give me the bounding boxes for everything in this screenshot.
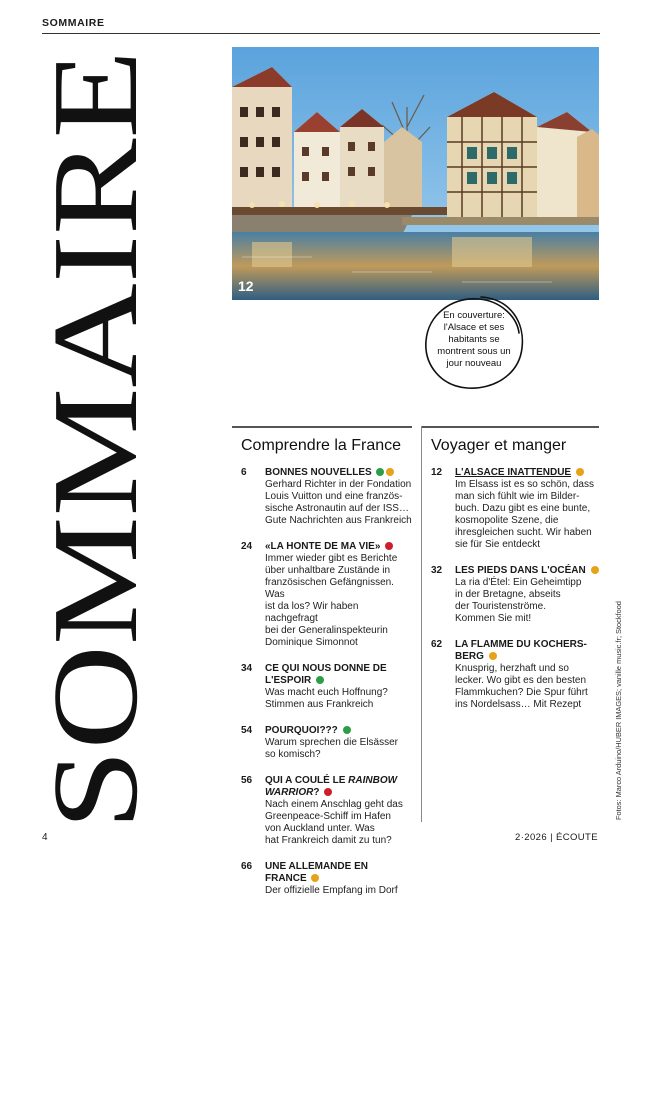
- entry-title: [265, 725, 412, 737]
- toc-entry[interactable]: [232, 725, 412, 761]
- entry-title-italic: RAINBOW: [348, 775, 398, 786]
- entry-title: [265, 861, 412, 885]
- entry-line: Knusprig, herzhaft und so: [455, 663, 569, 674]
- entry-description: [265, 553, 412, 649]
- entry-line: buch. Dazu gibt es eine bunte,: [455, 503, 591, 514]
- entry-line: Stimmen aus Frankreich: [265, 699, 374, 710]
- entry-page-number: 6: [241, 467, 247, 478]
- cover-note-line: En couverture:: [443, 310, 505, 321]
- red-dot-icon: [385, 542, 393, 550]
- entry-description: [265, 687, 412, 711]
- entry-title-text: QUI A COULÉ LE: [265, 775, 349, 786]
- entry-title: [455, 565, 599, 577]
- entry-line: Flammkuchen? Die Spur führt: [455, 687, 588, 698]
- big-title-svg: [28, 50, 163, 830]
- orange-dot-icon: [576, 468, 584, 476]
- entry-title-text: POURQUOI???: [265, 725, 338, 736]
- right-column: [422, 426, 599, 725]
- entry-title-text: BONNES NOUVELLES: [265, 467, 372, 478]
- entry-line: lecker. Wo gibt es den besten: [455, 675, 587, 686]
- entry-line: so komisch?: [265, 749, 321, 760]
- entry-line: französischen Gefängnissen. Was: [265, 577, 394, 600]
- right-column-title: Voyager et manger: [431, 437, 567, 454]
- left-column-rule: [232, 426, 412, 428]
- entry-title: [265, 775, 412, 799]
- section-label: SOMMAIRE: [42, 17, 105, 29]
- header-rule: [42, 33, 600, 34]
- entry-title-text: ?: [313, 787, 320, 798]
- entry-line: Gute Nachrichten aus Frankreich: [265, 515, 412, 526]
- green-dot-icon: [376, 468, 384, 476]
- left-column: [232, 426, 412, 911]
- entry-description: [265, 885, 412, 897]
- orange-dot-icon: [591, 566, 599, 574]
- entry-page-number: 32: [431, 565, 443, 576]
- entry-line: Was macht euch Hoffnung?: [265, 687, 388, 698]
- entry-line: ins Nordelsass… Mit Rezept: [455, 699, 582, 710]
- entry-title-text: L'ALSACE INATTENDUE: [455, 467, 572, 478]
- entry-title-text: «LA HONTE DE MA VIE»: [265, 541, 381, 552]
- entry-description: [265, 479, 412, 527]
- cover-note-line: jour nouveau: [446, 358, 502, 369]
- strasbourg-canal-illustration: [232, 47, 599, 300]
- cover-photo: [232, 47, 599, 300]
- photo-page-number: 12: [238, 278, 254, 294]
- entry-line: Greenpeace-Schiff im Hafen: [265, 811, 391, 822]
- toc-entry[interactable]: [422, 565, 599, 625]
- entry-title-text: L'ESPOIR: [265, 675, 312, 686]
- entry-title: [265, 541, 412, 553]
- toc-entry[interactable]: [232, 775, 412, 847]
- orange-dot-icon: [489, 652, 497, 660]
- left-column-title: Comprendre la France: [241, 437, 402, 454]
- entry-title: [455, 639, 599, 663]
- entry-line: ihresgleichen sucht. Wir haben: [455, 527, 592, 538]
- cover-note-line: habitants se: [448, 334, 500, 345]
- entry-line: über unhaltbare Zustände in: [265, 565, 391, 576]
- entry-line: Immer wieder gibt es Berichte: [265, 553, 398, 564]
- entry-line: hat Frankreich damit zu tun?: [265, 835, 392, 846]
- toc-entry[interactable]: [232, 663, 412, 711]
- entry-description: [265, 737, 412, 761]
- footer-page-number: 4: [42, 832, 48, 843]
- toc-entry[interactable]: [232, 861, 412, 897]
- right-column-rule: [422, 426, 599, 428]
- big-vertical-title: [28, 50, 163, 830]
- entry-line: bei der Generalinspekteurin: [265, 625, 388, 636]
- toc-entry[interactable]: [422, 467, 599, 551]
- entry-line: Im Elsass ist es so schön, dass: [455, 479, 594, 490]
- green-dot-icon: [343, 726, 351, 734]
- entry-page-number: 24: [241, 541, 253, 552]
- entry-page-number: 54: [241, 725, 253, 736]
- entry-description: [455, 663, 599, 711]
- entry-title: [265, 663, 412, 687]
- entry-description: [455, 577, 599, 625]
- entry-line: ist da los? Wir haben nachgefragt: [265, 601, 359, 624]
- entry-title: [455, 467, 599, 479]
- entry-line: Nach einem Anschlag geht das: [265, 799, 403, 810]
- entry-page-number: 56: [241, 775, 253, 786]
- entry-description: [265, 799, 412, 847]
- entry-line: der Touristenströme.: [455, 601, 546, 612]
- entry-line: sische Astronautin auf der ISS…: [265, 503, 409, 514]
- big-title-text: SOMMAIRE: [28, 172, 163, 830]
- entry-line: Kommen Sie mit!: [455, 613, 532, 624]
- entry-line: von Auckland unter. Was: [265, 823, 375, 834]
- cover-note-line: l'Alsace et ses: [443, 322, 505, 333]
- red-dot-icon: [324, 788, 332, 796]
- green-dot-icon: [316, 676, 324, 684]
- footer-magazine-name: ÉCOUTE: [556, 832, 598, 843]
- entry-line: Der offizielle Empfang im Dorf: [265, 885, 398, 896]
- cover-note: [421, 293, 527, 393]
- entry-title: [265, 467, 412, 479]
- entry-line: in der Bretagne, abseits: [455, 589, 561, 600]
- cover-note-text: [431, 310, 517, 370]
- entry-title-text: BERG: [455, 651, 484, 662]
- entry-line: Dominique Simonnot: [265, 637, 358, 648]
- toc-entry[interactable]: [232, 467, 412, 527]
- entry-page-number: 12: [431, 467, 443, 478]
- entry-title-text: LES PIEDS DANS L'OCÉAN: [455, 565, 586, 576]
- orange-dot-icon: [311, 874, 319, 882]
- entry-page-number: 66: [241, 861, 253, 872]
- toc-entry[interactable]: [232, 541, 412, 649]
- entry-title-text: UNE ALLEMANDE EN FRANCE: [265, 861, 368, 884]
- entry-title-text: LA FLAMME DU KOCHERS-: [455, 639, 587, 650]
- entry-title-italic: WARRIOR: [265, 787, 314, 798]
- footer-issue-number: 2·2026: [515, 832, 548, 843]
- entry-line: La ria d'Étel: Ein Geheimtipp: [455, 577, 582, 588]
- entry-line: man sich fühlt wie im Bilder-: [455, 491, 580, 502]
- entry-description: [455, 479, 599, 551]
- photo-credit: [614, 601, 624, 1120]
- entry-page-number: 34: [241, 663, 253, 674]
- footer-separator: |: [550, 832, 553, 843]
- toc-entry[interactable]: [422, 639, 599, 711]
- entry-line: Gerhard Richter in der Fondation: [265, 479, 412, 490]
- photo-credit-text: Fotos: Marco Arduino/HUBER IMAGES; vanille music.fr; Stockfood: [614, 601, 623, 820]
- entry-line: sie für Sie entdeckt: [455, 539, 541, 550]
- entry-line: Louis Vuitton und eine französ-: [265, 491, 403, 502]
- entry-line: Warum sprechen die Elsässer: [265, 737, 399, 748]
- cover-note-line: montrent sous un: [437, 346, 511, 357]
- entry-page-number: 62: [431, 639, 443, 650]
- footer-issue: [515, 832, 598, 843]
- entry-line: kosmopolite Szene, die: [455, 515, 559, 526]
- entry-title-text: CE QUI NOUS DONNE DE: [265, 663, 387, 674]
- orange-dot-icon: [386, 468, 394, 476]
